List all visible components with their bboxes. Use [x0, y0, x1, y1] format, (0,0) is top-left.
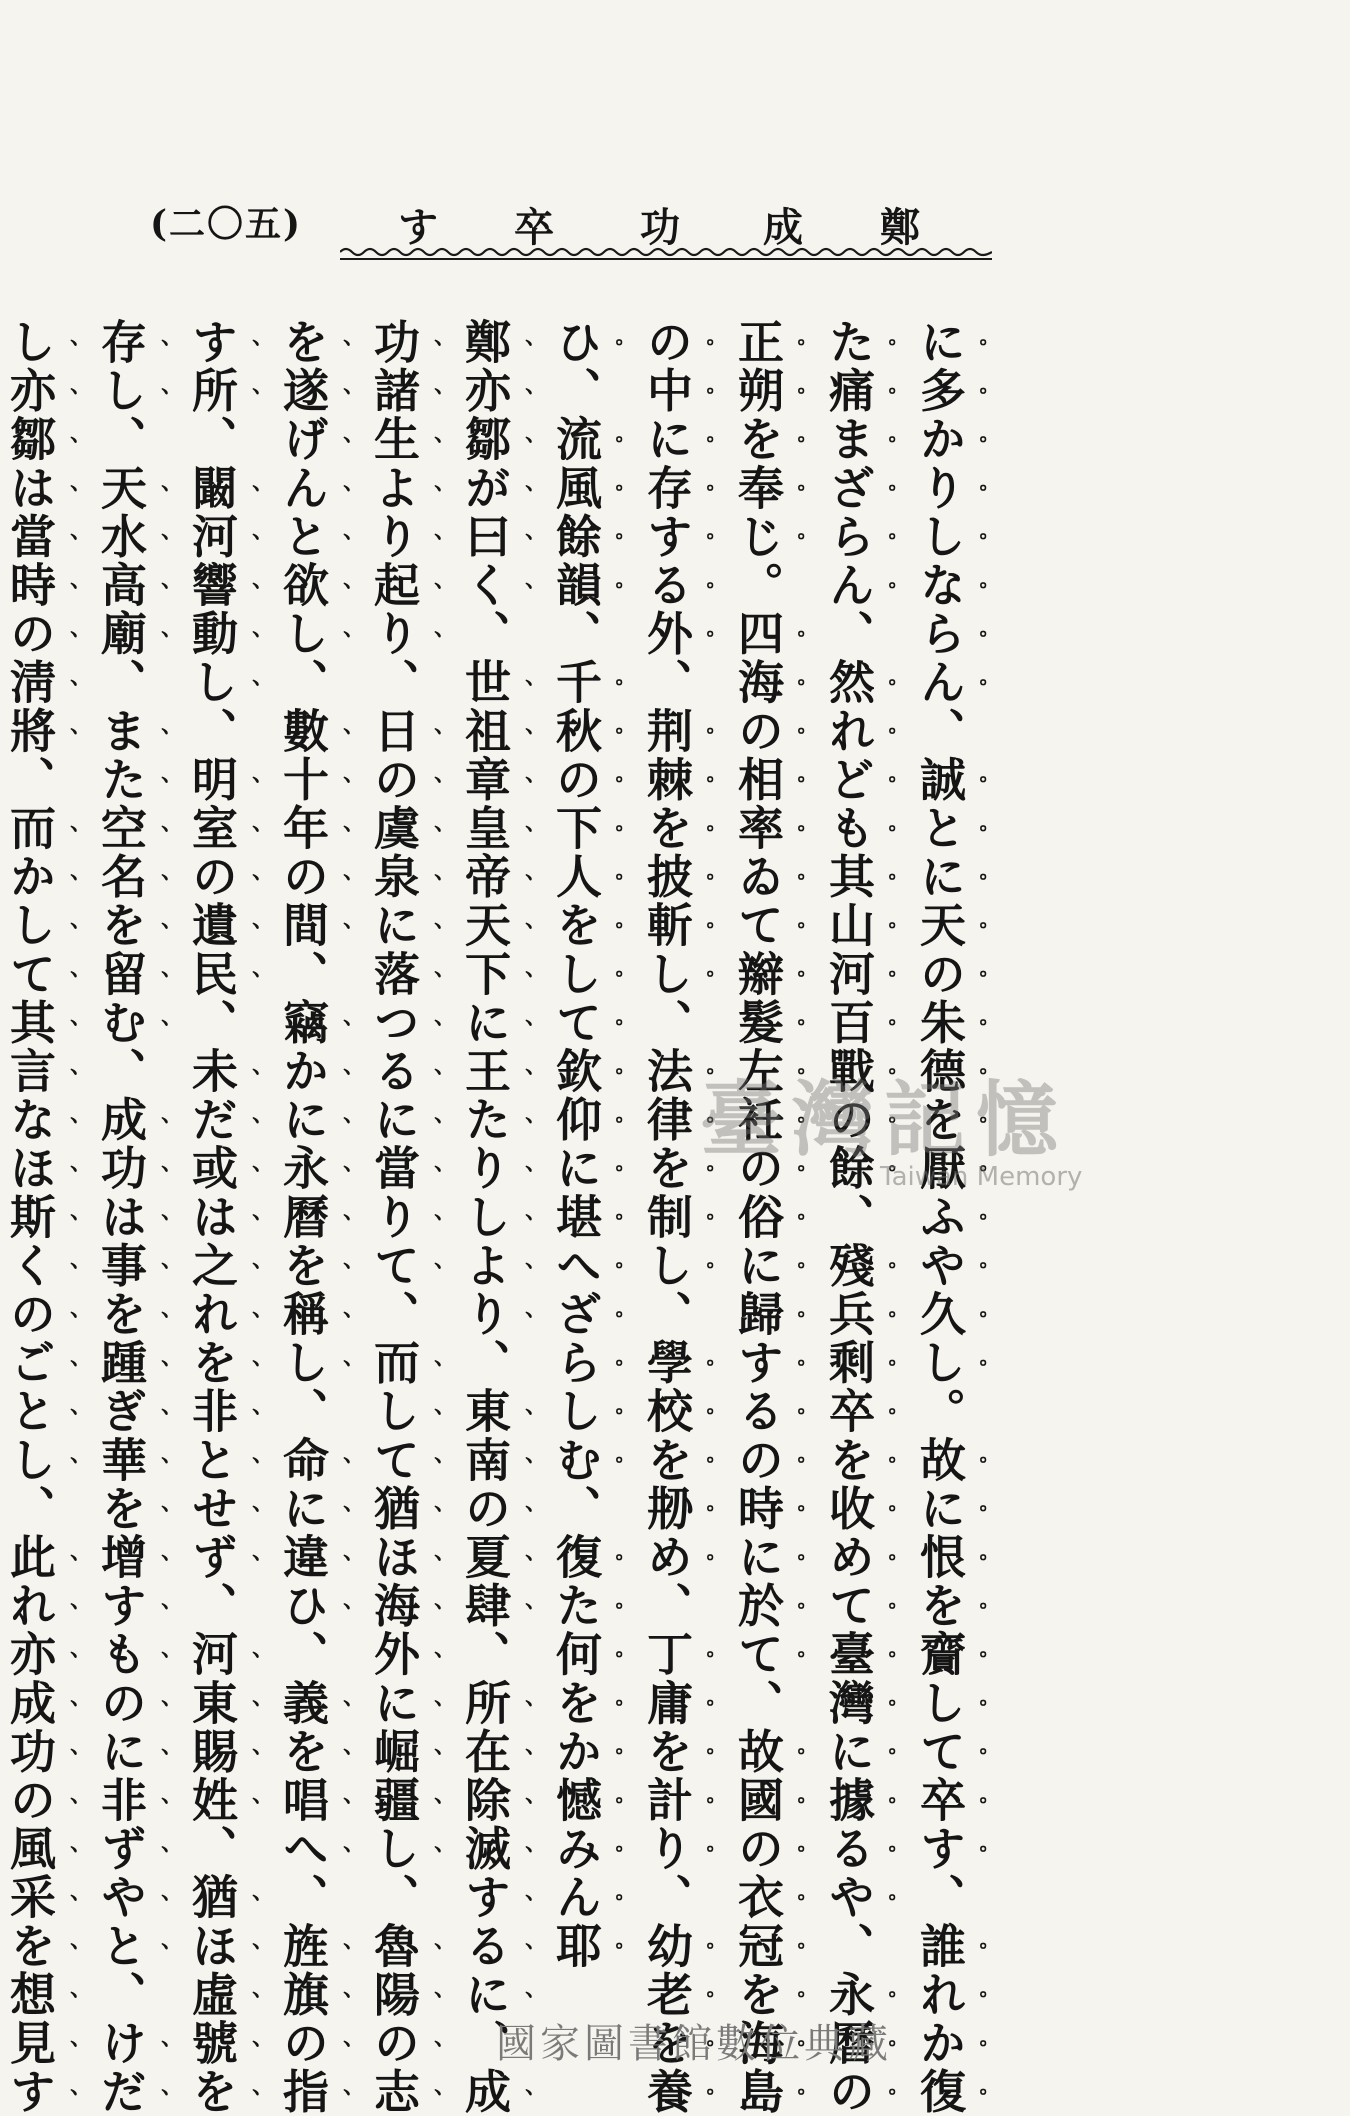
watermark-logo: 臺灣記憶 [700, 1072, 1069, 1168]
text-column-11: し亦鄒は當時の淸將、而かして其言なほ斯くのごとし、此れ亦成功の風采を想見す [3, 318, 57, 2116]
text-column-1: に多かりしならん、誠とに天の朱德を厭ふや久し。故に恨を齎して卒す、誰れか復 [913, 318, 967, 2116]
text-column-2: た痛まざらん、然れども其山河百戰の餘、殘兵剩卒を收めて臺灣に據るや、永曆の [822, 318, 876, 2116]
text-column-7: 功諸生より起り、日の虞泉に落つるに當りて、而して猶ほ海外に崛疆し、魯陽の志 [367, 318, 421, 2116]
footer-archive-label: 國家圖書館數位典藏 [496, 2021, 892, 2067]
header-title-char-1: 鄭 [880, 204, 920, 251]
text-column-8: を遂げんと欲し、數十年の間、竊かに永曆を稱し、命に違ひ、義を唱へ、旌旗の指 [276, 318, 330, 2116]
text-column-6: 鄭亦鄒が曰く、世祖章皇帝天下に王たりしより、東南の夏肆、所在除滅するに、成 [458, 318, 512, 2116]
text-column-5: ひ、流風餘韻、千秋の下人をして欽仰に堪へざらしむ、復た何をか憾みん耶 [549, 318, 603, 1971]
header-title-char-3: 功 [640, 204, 680, 251]
text-column-4: の中に存する外、荆棘を披斬し、法律を制し、學校を刱め、丁庸を計り、幼老を養 [640, 318, 694, 2116]
header-title-char-2: 成 [763, 204, 803, 251]
text-column-10: 存し、天水高廟、また空名を留む、成功は事を踵ぎ華を增すものに非ずやと、けだ [94, 318, 148, 2116]
header-wavy-rule [340, 246, 992, 264]
text-column-9: す所、闞河響動し、明室の遺民、未だ或は之れを非とせず、河東賜姓、猶ほ虛號を [185, 318, 239, 2116]
header-page-number: (二〇五) [150, 203, 303, 245]
watermark-subtitle: Taiwan Memory [880, 1162, 1083, 1192]
text-column-3: 正朔を奉じ。四海の相率ゐて辮髮左衽の俗に歸するの時に於て、故國の衣冠を海島 [731, 318, 785, 2116]
header-title-char-5: す [398, 204, 438, 251]
header-title-char-4: 卒 [514, 204, 554, 251]
